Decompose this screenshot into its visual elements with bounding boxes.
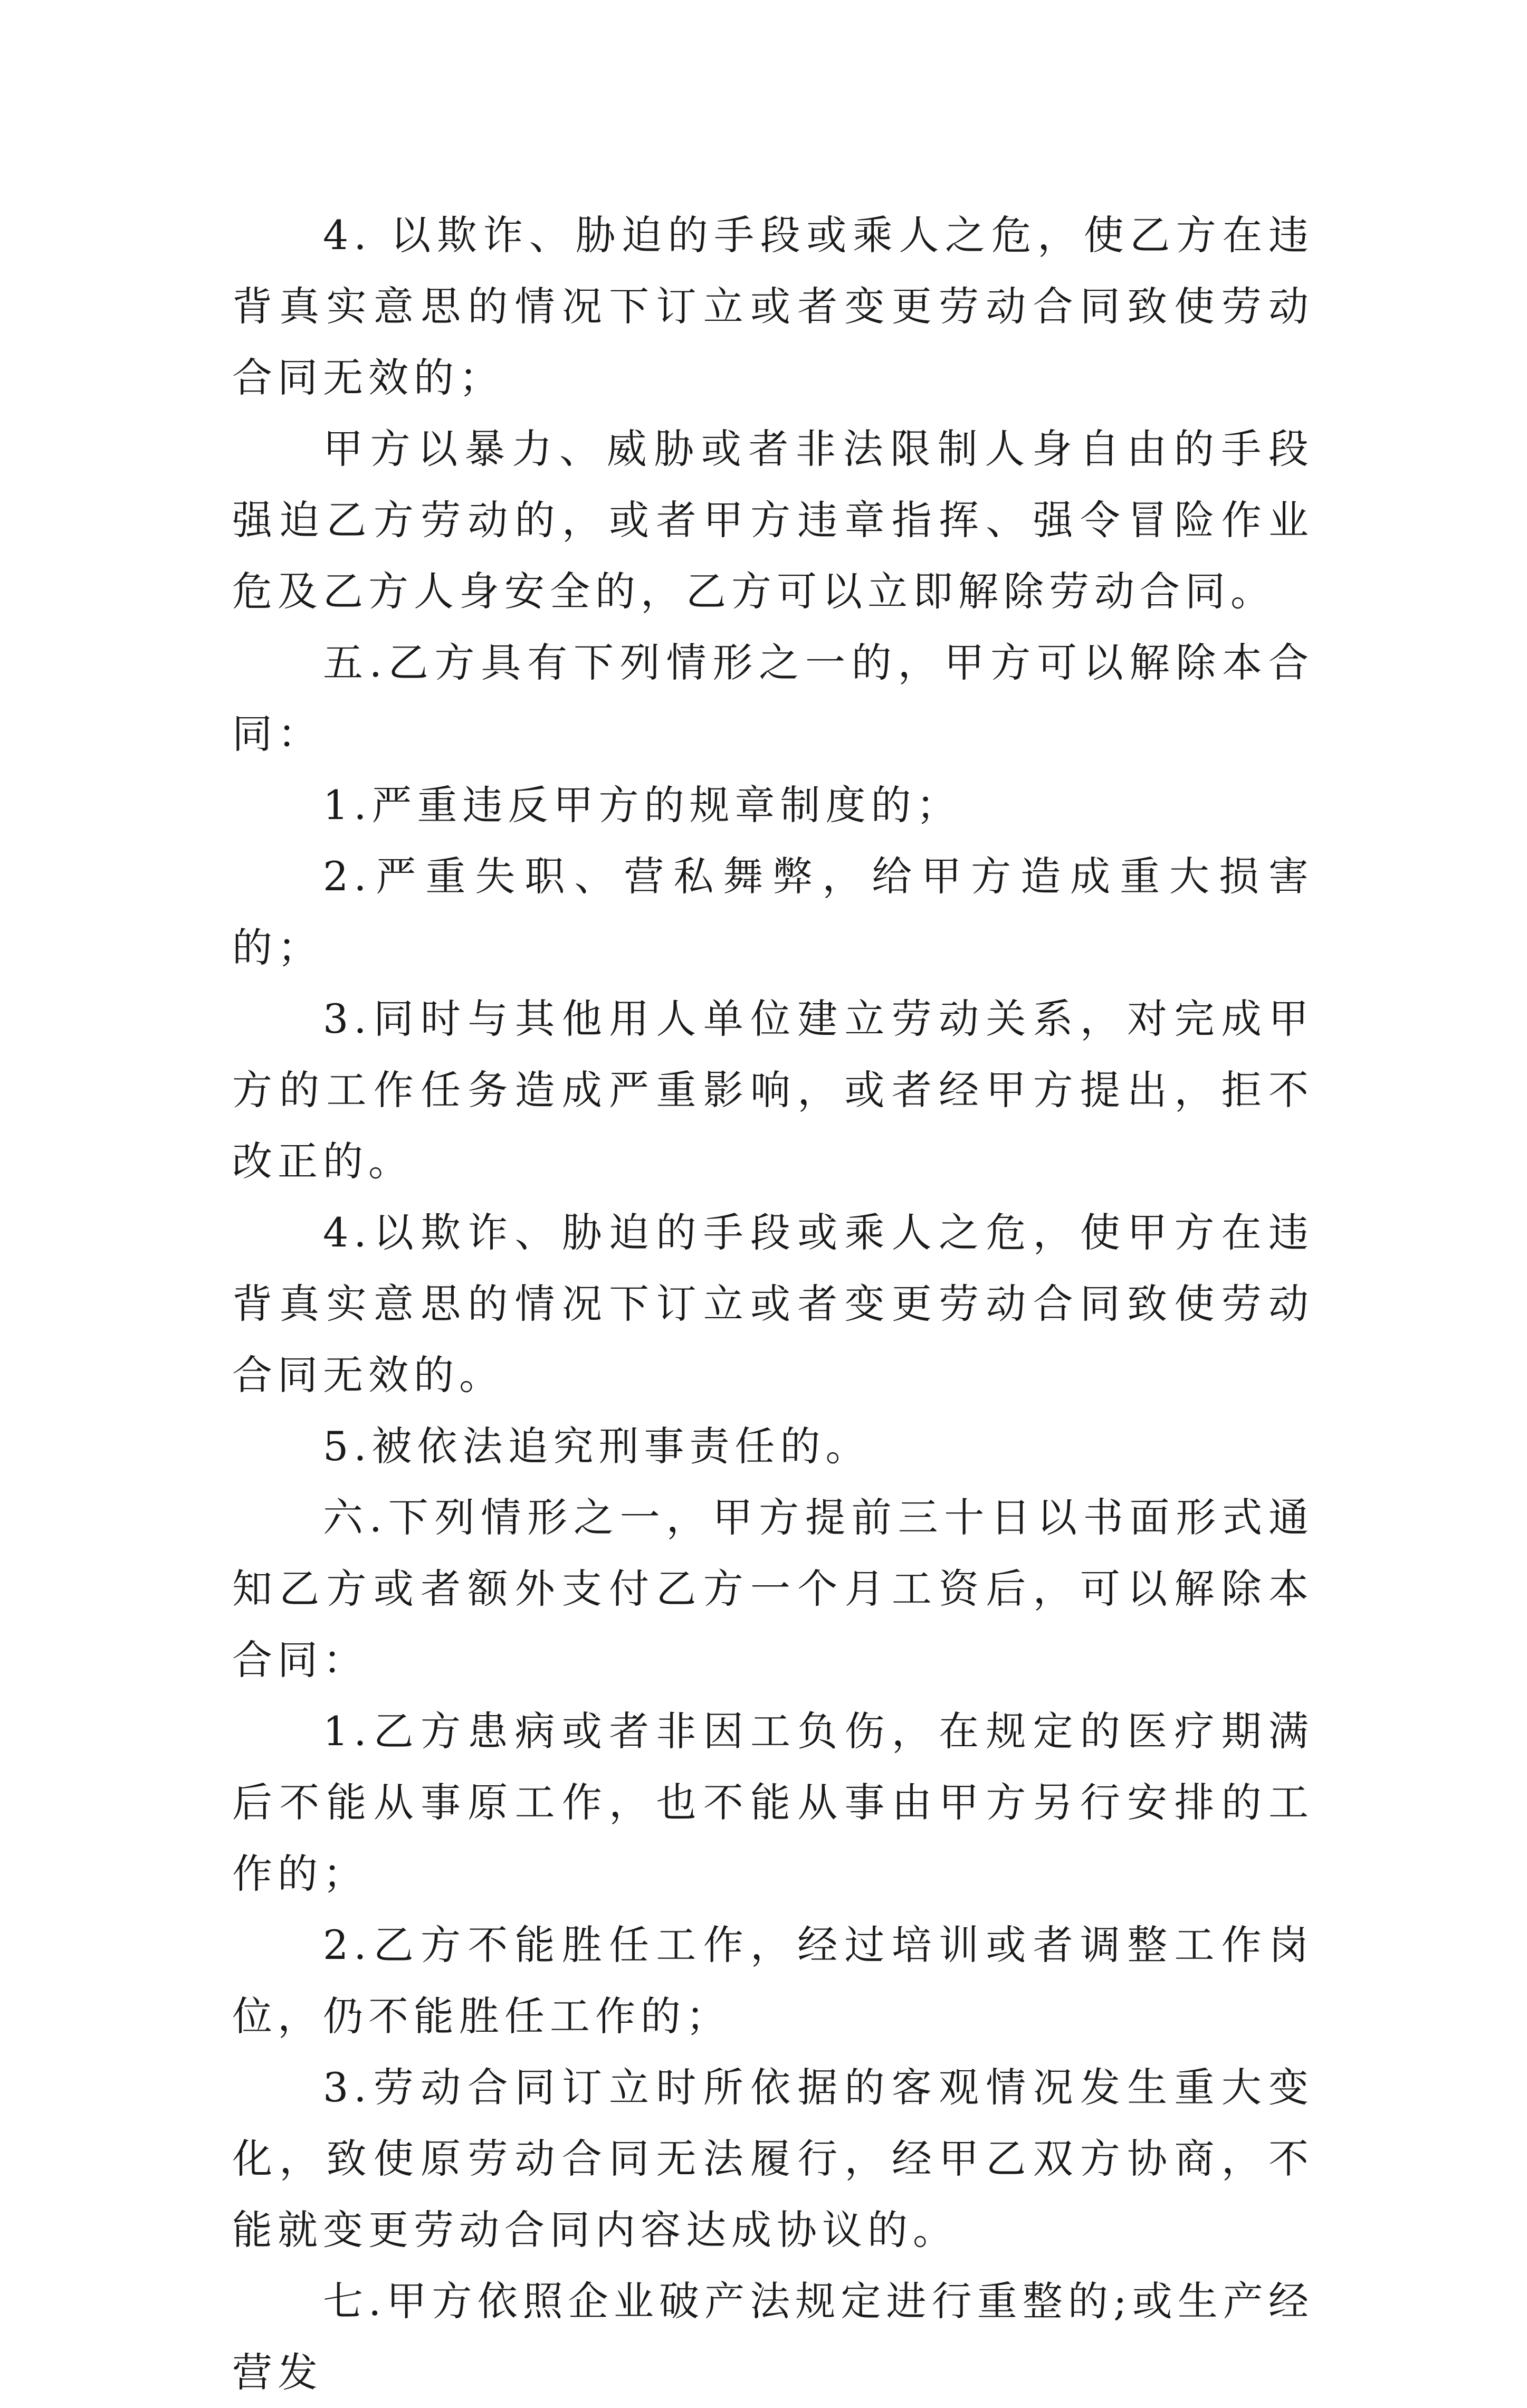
clause-paragraph: 4. 以欺诈、胁迫的手段或乘人之危，使乙方在违背真实意思的情况下订立或者变更劳动合同致使劳动合同无效的； [232,212,1314,401]
clause-paragraph: 4.以欺诈、胁迫的手段或乘人之危，使甲方在违背真实意思的情况下订立或者变更劳动合同致使劳动合同无效的。 [232,1209,1314,1398]
section-heading: 五.乙方具有下列情形之一的，甲方可以解除本合同： [232,639,1314,757]
clause-paragraph: 2.乙方不能胜任工作，经过培训或者调整工作岗位，仍不能胜任工作的； [232,1921,1314,2040]
clause-paragraph: 3.劳动合同订立时所依据的客观情况发生重大变化，致使原劳动合同无法履行，经甲乙双方协商，不能就变更劳动合同内容达成协议的。 [232,2064,1314,2253]
clause-paragraph: 甲方以暴力、威胁或者非法限制人身自由的手段强迫乙方劳动的，或者甲方违章指挥、强令冒险作业危及乙方人身安全的，乙方可以立即解除劳动合同。 [232,425,1314,615]
clause-paragraph: 5.被依法追究刑事责任的。 [323,1423,871,1470]
clause-paragraph: 1.严重违反甲方的规章制度的； [323,782,962,829]
section-heading: 七.甲方依照企业破产法规定进行重整的;或生产经营发 [232,2278,1314,2396]
clause-paragraph: 2.严重失职、营私舞弊，给甲方造成重大损害的； [232,853,1314,971]
document-body [232,199,1314,2408]
section-heading: 六.下列情形之一，甲方提前三十日以书面形式通知乙方或者额外支付乙方一个月工资后，可以解除本合同： [232,1494,1314,1683]
clause-paragraph: 3.同时与其他用人单位建立劳动关系，对完成甲方的工作任务造成严重影响，或者经甲方提出，拒不改正的。 [232,995,1314,1185]
clause-paragraph: 1.乙方患病或者非因工负伤，在规定的医疗期满后不能从事原工作，也不能从事由甲方另行安排的工作的； [232,1708,1314,1897]
